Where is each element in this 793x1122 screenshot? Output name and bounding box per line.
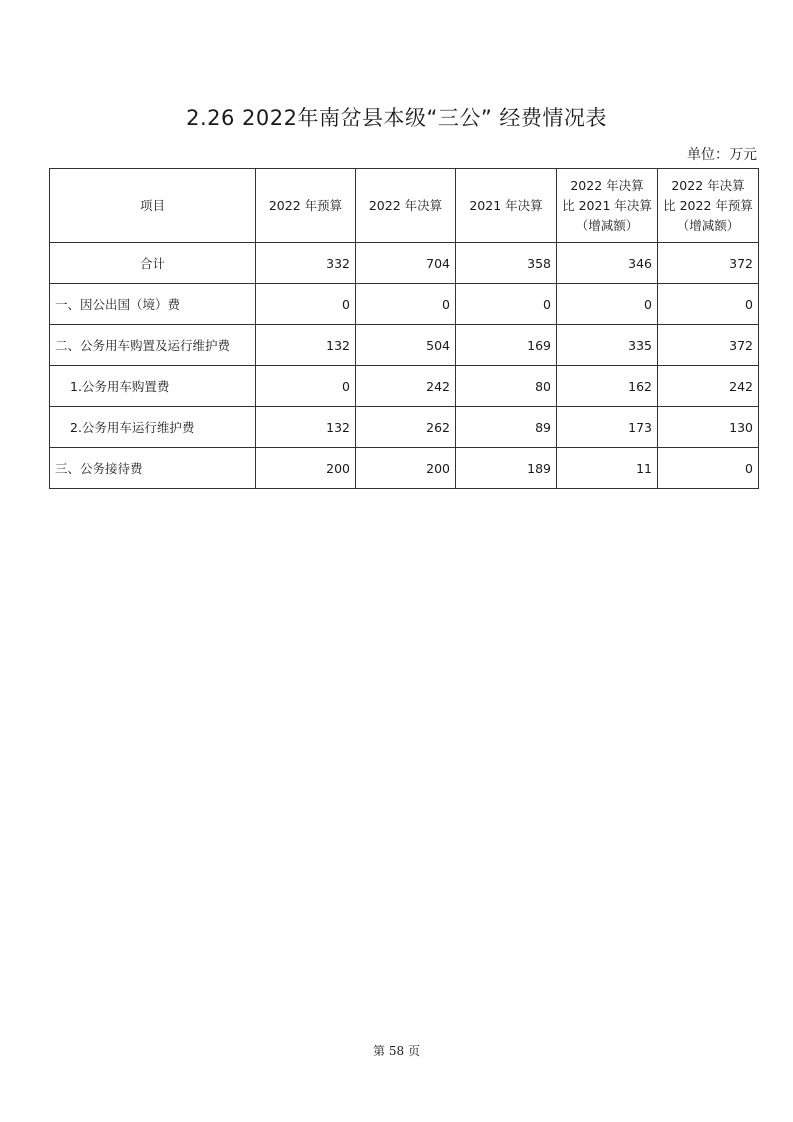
- table-row: [50, 366, 759, 407]
- row-label: 2.公务用车运行维护费: [50, 407, 256, 448]
- unit-label: 单位：万元: [687, 147, 757, 163]
- cell-value: 200: [356, 448, 456, 489]
- header-2021-final: 2021 年决算: [456, 169, 557, 243]
- expense-table: [49, 168, 759, 489]
- cell-value: 80: [456, 366, 557, 407]
- cell-value: 372: [658, 243, 759, 284]
- cell-value: 173: [557, 407, 658, 448]
- row-label: 三、公务接待费: [50, 448, 256, 489]
- table-header-row: [50, 169, 759, 243]
- cell-value: 169: [456, 325, 557, 366]
- cell-value: 0: [658, 448, 759, 489]
- row-label: 一、因公出国（境）费: [50, 284, 256, 325]
- page-title: 2.26 2022年南岔县本级“三公” 经费情况表: [186, 106, 607, 130]
- row-label: 合计: [50, 243, 256, 284]
- table-row: [50, 407, 759, 448]
- page-number: 第 58 页: [373, 1044, 420, 1058]
- cell-value: 0: [256, 366, 356, 407]
- cell-value: 346: [557, 243, 658, 284]
- cell-value: 130: [658, 407, 759, 448]
- row-label: 二、公务用车购置及运行维护费: [50, 325, 256, 366]
- header-2022-final: 2022 年决算: [356, 169, 456, 243]
- cell-value: 89: [456, 407, 557, 448]
- cell-value: 504: [356, 325, 456, 366]
- header-2022-budget: 2022 年预算: [256, 169, 356, 243]
- cell-value: 162: [557, 366, 658, 407]
- cell-value: 0: [256, 284, 356, 325]
- table-row: [50, 243, 759, 284]
- cell-value: 262: [356, 407, 456, 448]
- cell-value: 200: [256, 448, 356, 489]
- cell-value: 358: [456, 243, 557, 284]
- cell-value: 0: [456, 284, 557, 325]
- header-item: 项目: [50, 169, 256, 243]
- cell-value: 0: [557, 284, 658, 325]
- header-diff-vs-budget: 2022 年决算 比 2022 年预算 （增减额）: [658, 169, 759, 243]
- cell-value: 704: [356, 243, 456, 284]
- table-row: [50, 284, 759, 325]
- cell-value: 332: [256, 243, 356, 284]
- cell-value: 11: [557, 448, 658, 489]
- cell-value: 132: [256, 407, 356, 448]
- cell-value: 0: [658, 284, 759, 325]
- cell-value: 242: [356, 366, 456, 407]
- cell-value: 335: [557, 325, 658, 366]
- cell-value: 372: [658, 325, 759, 366]
- cell-value: 189: [456, 448, 557, 489]
- cell-value: 0: [356, 284, 456, 325]
- cell-value: 132: [256, 325, 356, 366]
- header-diff-vs-2021: 2022 年决算 比 2021 年决算 （增减额）: [557, 169, 658, 243]
- row-label: 1.公务用车购置费: [50, 366, 256, 407]
- table-row: [50, 448, 759, 489]
- cell-value: 242: [658, 366, 759, 407]
- table-row: [50, 325, 759, 366]
